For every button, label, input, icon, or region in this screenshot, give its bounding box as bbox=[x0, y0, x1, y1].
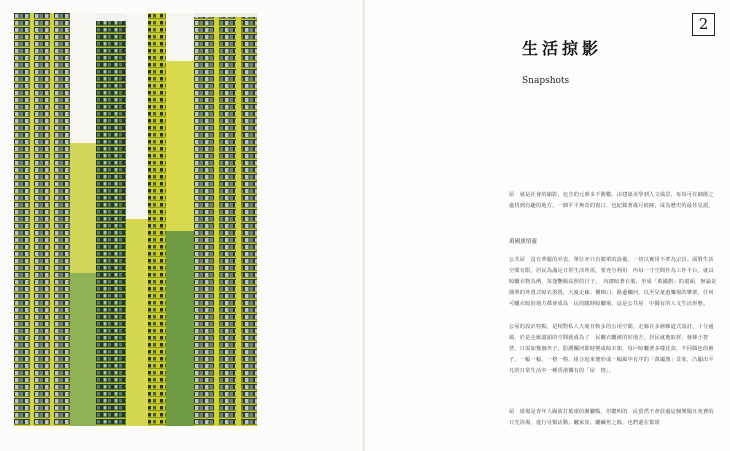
photo-image bbox=[14, 13, 257, 426]
paragraph-flags: 公共屋 沒有華麗的外表，單位亦只有簡單的設備。一切以實用不華為宗旨。面對生活空間有限，居民為滿足日常生活所需，要充分利用 內每一寸空間作為工作平台。就以晾曬衣物為例，每逢艷陽高照的日子， 內總晾著衣服，形成「萬國旗」的畫面，無論是簡單的外置式晾衣裝置，大廈走廊、樓梯口，路邊欄河，以至兒童遊樂場的攀架，任何可曬衣晾的地方都會成為 民的臨時晾曬場，這是公共屋 中獨有的人文生活形態。 bbox=[509, 257, 717, 307]
page-number: 2 bbox=[692, 13, 715, 36]
chapter-title: 生活掠影 bbox=[522, 39, 603, 58]
housing-estate-photo bbox=[14, 13, 257, 426]
paragraph-intro: 屋 就是社會的縮影，包含的元素多不勝數。由建築美學到人文風景，每每可在細節之處找到有趣的地方。一個平平無奇的窗口，也紀錄著歲月痕跡，成為歷史的最佳見證。 bbox=[509, 192, 714, 209]
right-page bbox=[365, 0, 730, 451]
paragraph-corridors: 公屋的設計特點，是相對私人大廈有較多的公用空間。走廊在多層廊道式設計，十分通風，於是走廊盡頭的空間就成為了 民曬衣曬被的好地方。居民就地取材，發揮小智慧，只需加幾個夾子，防護欄河即時變成晾衣架，每戶晾曬著多樣花款，不同顏色的被子，一幅一幅，一格一格，組合起來便形成一幅風中有序的「萬國旗」景象，凸顯出平凡的日常生活中一種香港獨有的「屋 情」。 bbox=[509, 324, 714, 374]
paragraph-courts: 屋 球場是青年人踢波打籃球的聚腳點，但聰明的 民當然不會放過這個開闊且免費的日光浴場，進行另類活動。曬家皮、曬鹹魚之餘，也們還在籃球 bbox=[509, 409, 714, 426]
section-heading: 萬國旗情靈 bbox=[509, 239, 537, 245]
chapter-subtitle: Snapshots bbox=[522, 76, 570, 86]
